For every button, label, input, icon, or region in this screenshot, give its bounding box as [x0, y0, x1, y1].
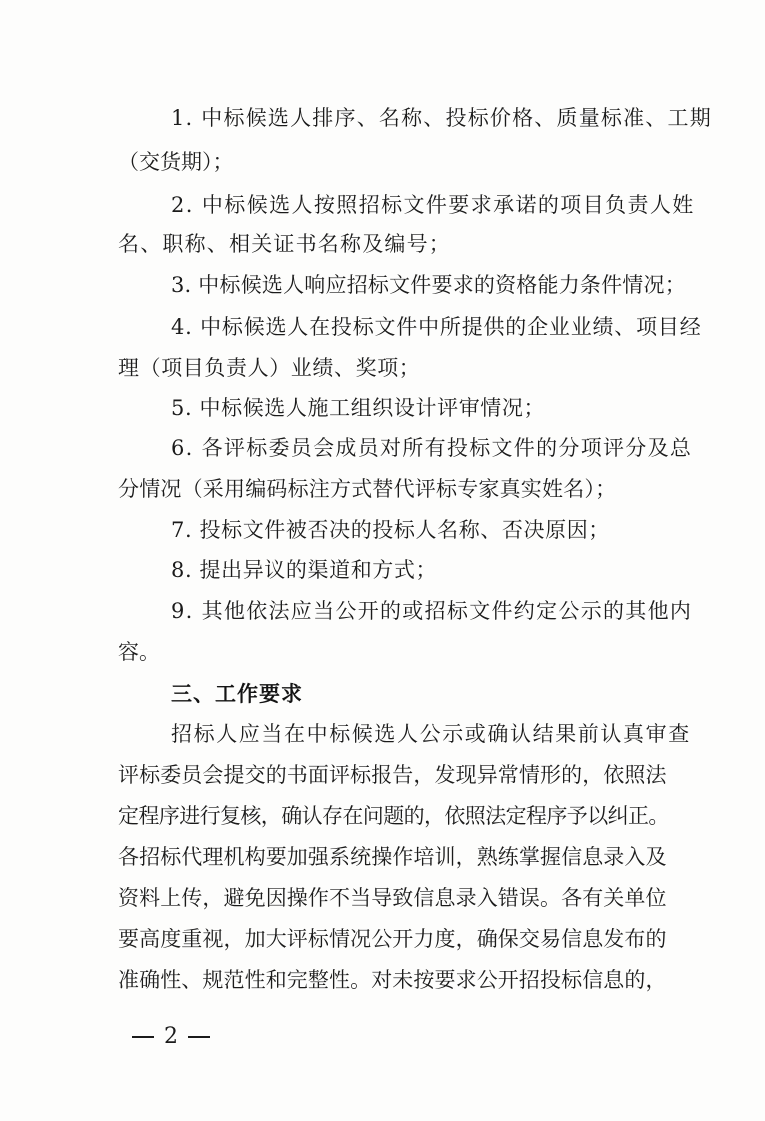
- body-line-7: 准确性、规范性和完整性。对未按要求公开招投标信息的，: [118, 968, 667, 992]
- section-heading: 三、工作要求: [171, 682, 303, 706]
- item-6-line-2: 分情况（采用编码标注方式替代评标专家真实姓名）；: [118, 477, 617, 501]
- body-line-6: 要高度重视，加大评标情况公开力度，确保交易信息发布的: [118, 927, 667, 951]
- body-line-3: 定程序进行复核，确认存在问题的，依照法定程序予以纠正。: [118, 804, 669, 828]
- item-6-line-1: 6. 各评标委员会成员对所有投标文件的分项评分及总: [171, 436, 693, 460]
- item-1-line-1: 1. 中标候选人排序、名称、投标价格、质量标准、工期: [171, 106, 712, 130]
- body-line-2: 评标委员会提交的书面评标报告，发现异常情形的，依照法: [118, 763, 667, 787]
- item-2-line-1: 2. 中标候选人按照招标文件要求承诺的项目负责人姓: [171, 193, 695, 217]
- body-line-4: 各招标代理机构要加强系统操作培训，熟练掌握信息录入及: [118, 845, 667, 869]
- page-number-dash-right: [188, 1036, 210, 1038]
- body-line-5: 资料上传，避免因操作不当导致信息录入错误。各有关单位: [118, 886, 667, 910]
- item-3-line-1: 3. 中标候选人响应招标文件要求的资格能力条件情况；: [171, 273, 686, 297]
- item-5-line-1: 5. 中标候选人施工组织设计评审情况；: [171, 396, 546, 420]
- page-number-dash-left: [132, 1036, 154, 1038]
- body-line-1: 招标人应当在中标候选人公示或确认结果前认真审查: [171, 722, 691, 746]
- item-4-line-2: 理（项目负责人）业绩、奖项；: [118, 356, 421, 380]
- item-9-line-1: 9. 其他依法应当公开的或招标文件约定公示的其他内: [171, 599, 693, 623]
- item-2-line-2: 名、职称、相关证书名称及编号；: [118, 232, 451, 256]
- page-number-value: 2: [164, 1024, 178, 1049]
- item-8-line-1: 8. 提出异议的渠道和方式；: [171, 558, 438, 582]
- item-7-line-1: 7. 投标文件被否决的投标人名称、否决原因；: [171, 518, 610, 542]
- item-9-line-2: 容。: [118, 640, 160, 664]
- item-4-line-1: 4. 中标候选人在投标文件中所提供的企业业绩、项目经: [171, 315, 702, 339]
- page-number: [122, 1023, 220, 1051]
- item-1-line-2: （交货期）；: [118, 150, 234, 174]
